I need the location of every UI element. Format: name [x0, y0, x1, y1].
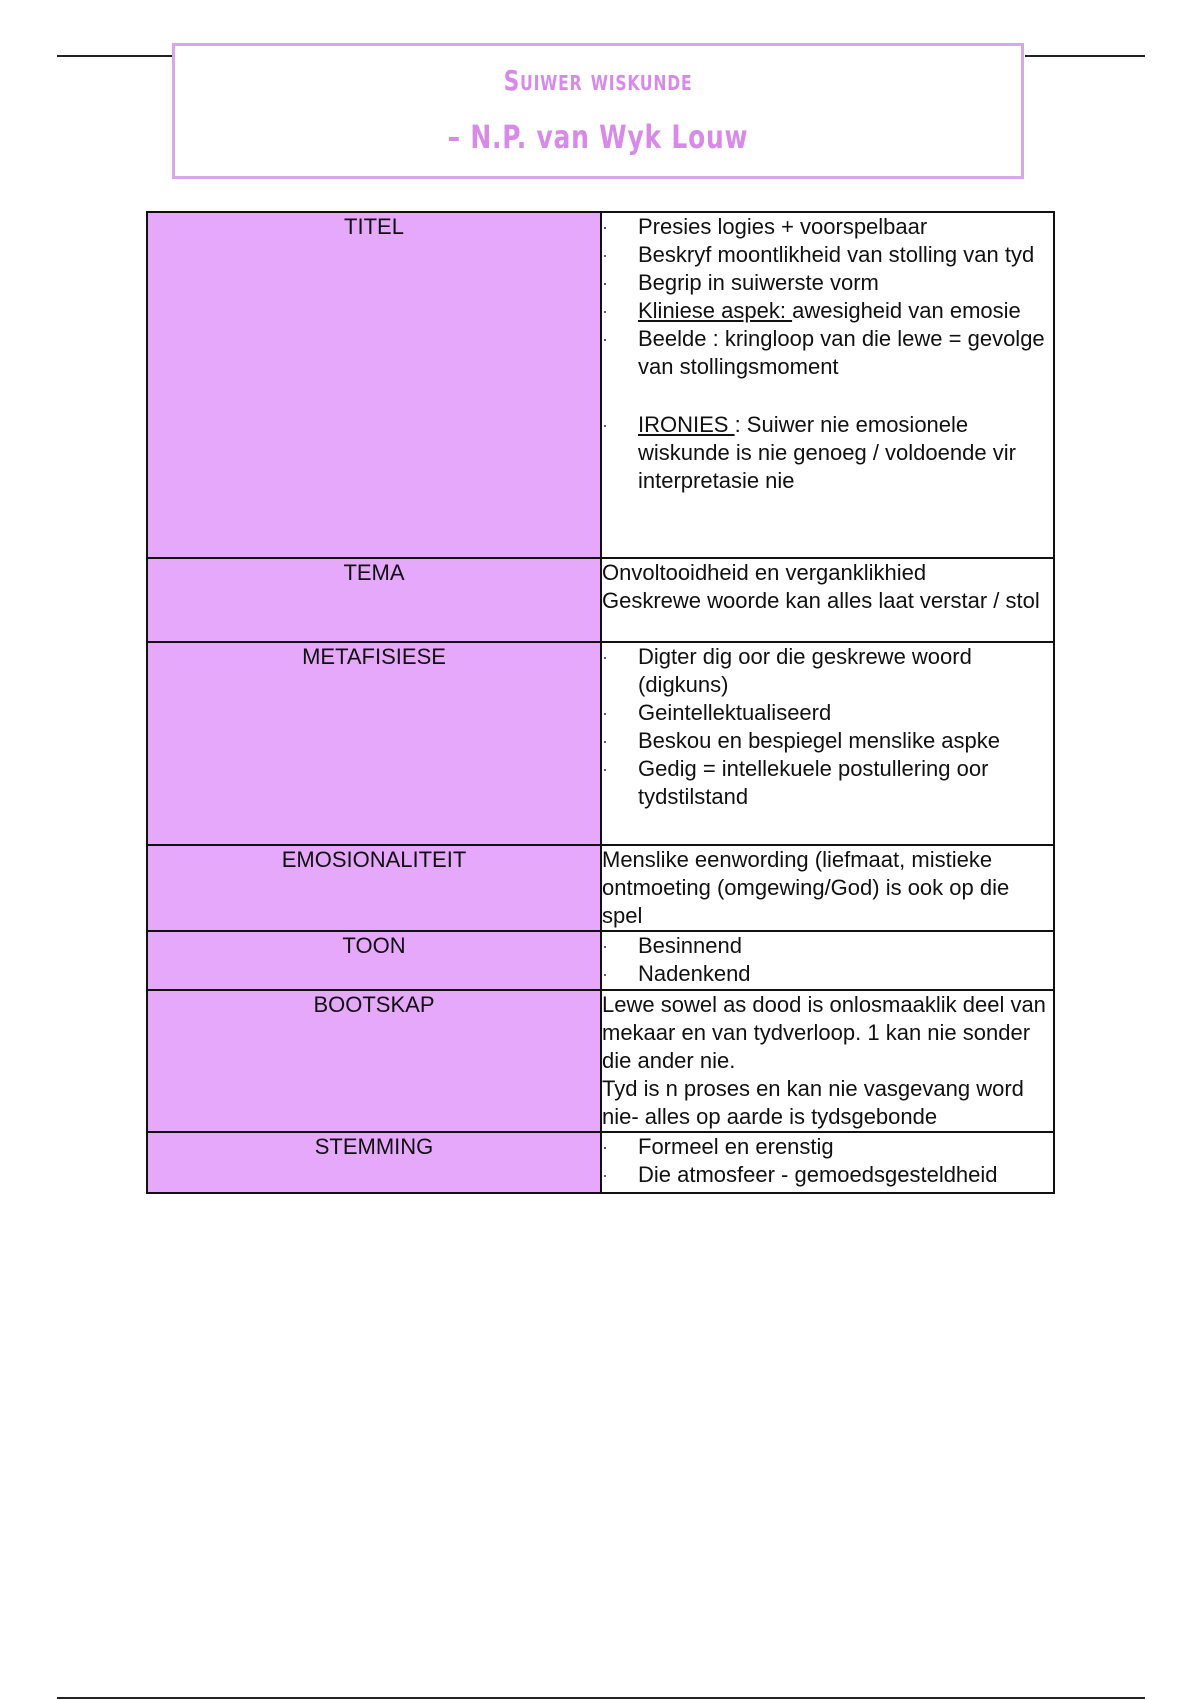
list-item: · Gedig = intellekuele postullering oor tydstilstand: [602, 755, 1053, 811]
row-content-bootskap: [601, 990, 1054, 1132]
list-item: · Presies logies + voorspelbaar: [602, 213, 1053, 241]
table-row-toon: [147, 931, 1054, 990]
list-item: · Formeel en erenstig: [602, 1133, 1053, 1161]
term-text: awesigheid van emosie: [792, 298, 1021, 323]
row-content-tema: [601, 558, 1054, 642]
top-rule-right: [1025, 55, 1145, 57]
content-line: Lewe sowel as dood is onlosmaaklik deel van mekaar en van tydverloop. 1 kan nie sonder die ander nie.: [602, 992, 1046, 1073]
underlined-term: Kliniese aspek:: [638, 298, 793, 323]
document-author: – N.P. van Wyk Louw: [447, 118, 749, 156]
list-item: · Geintellektualiseerd: [602, 699, 1053, 727]
table-row-emosionaliteit: [147, 845, 1054, 931]
list-item: · Begrip in suiwerste vorm: [602, 269, 1053, 297]
notes-table: [146, 211, 1055, 1194]
row-label-toon: TOON: [147, 931, 601, 990]
row-content-emosionaliteit: Menslike eenwording (liefmaat, mistieke ontmoeting (omgewing/God) is ook op die spel: [601, 845, 1054, 931]
row-label-tema: TEMA: [147, 558, 601, 642]
row-label-bootskap: BOOTSKAP: [147, 990, 601, 1132]
list-item: · Digter dig oor die geskrewe woord (digkuns): [602, 643, 1053, 699]
list-item: · Beelde : kringloop van die lewe = gevolge van stollingsmoment: [602, 325, 1053, 381]
list-item: [602, 411, 1053, 495]
table-row-metafisiese: [147, 642, 1054, 845]
row-content-stemming: [601, 1132, 1054, 1193]
content-line: Geskrewe woorde kan alles laat verstar / stol: [602, 588, 1040, 613]
top-rule-left: [57, 55, 174, 57]
table-row-tema: [147, 558, 1054, 642]
list-item: · Besinnend: [602, 932, 1053, 960]
row-label-emosionaliteit: EMOSIONALITEIT: [147, 845, 601, 931]
content-line: Onvoltooidheid en verganklikhied: [602, 560, 927, 585]
table-row-bootskap: [147, 990, 1054, 1132]
row-label-metafisiese: METAFISIESE: [147, 642, 601, 845]
list-item: [602, 297, 1053, 325]
list-item: · Beskryf moontlikheid van stolling van tyd: [602, 241, 1053, 269]
row-content-titel: [601, 212, 1054, 558]
table-row-titel: [147, 212, 1054, 558]
content-line: Tyd is n proses en kan nie vasgevang word nie- alles op aarde is tydsgebonde: [602, 1076, 1024, 1129]
underlined-term: IRONIES: [638, 412, 735, 437]
document-title: Suiwer wiskunde: [503, 64, 693, 97]
title-box: [172, 43, 1024, 179]
row-label-stemming: STEMMING: [147, 1132, 601, 1193]
list-item: · Beskou en bespiegel menslike aspke: [602, 727, 1053, 755]
row-label-titel: TITEL: [147, 212, 601, 558]
term-text: : Suiwer nie emosionele wiskunde is nie genoeg / voldoende vir interpretasie nie: [638, 412, 1016, 493]
row-content-toon: [601, 931, 1054, 990]
bottom-rule: [57, 1697, 1145, 1699]
table-row-stemming: [147, 1132, 1054, 1193]
list-item: · Nadenkend: [602, 960, 1053, 988]
row-content-metafisiese: [601, 642, 1054, 845]
list-item: · Die atmosfeer - gemoedsgesteldheid: [602, 1161, 1053, 1189]
